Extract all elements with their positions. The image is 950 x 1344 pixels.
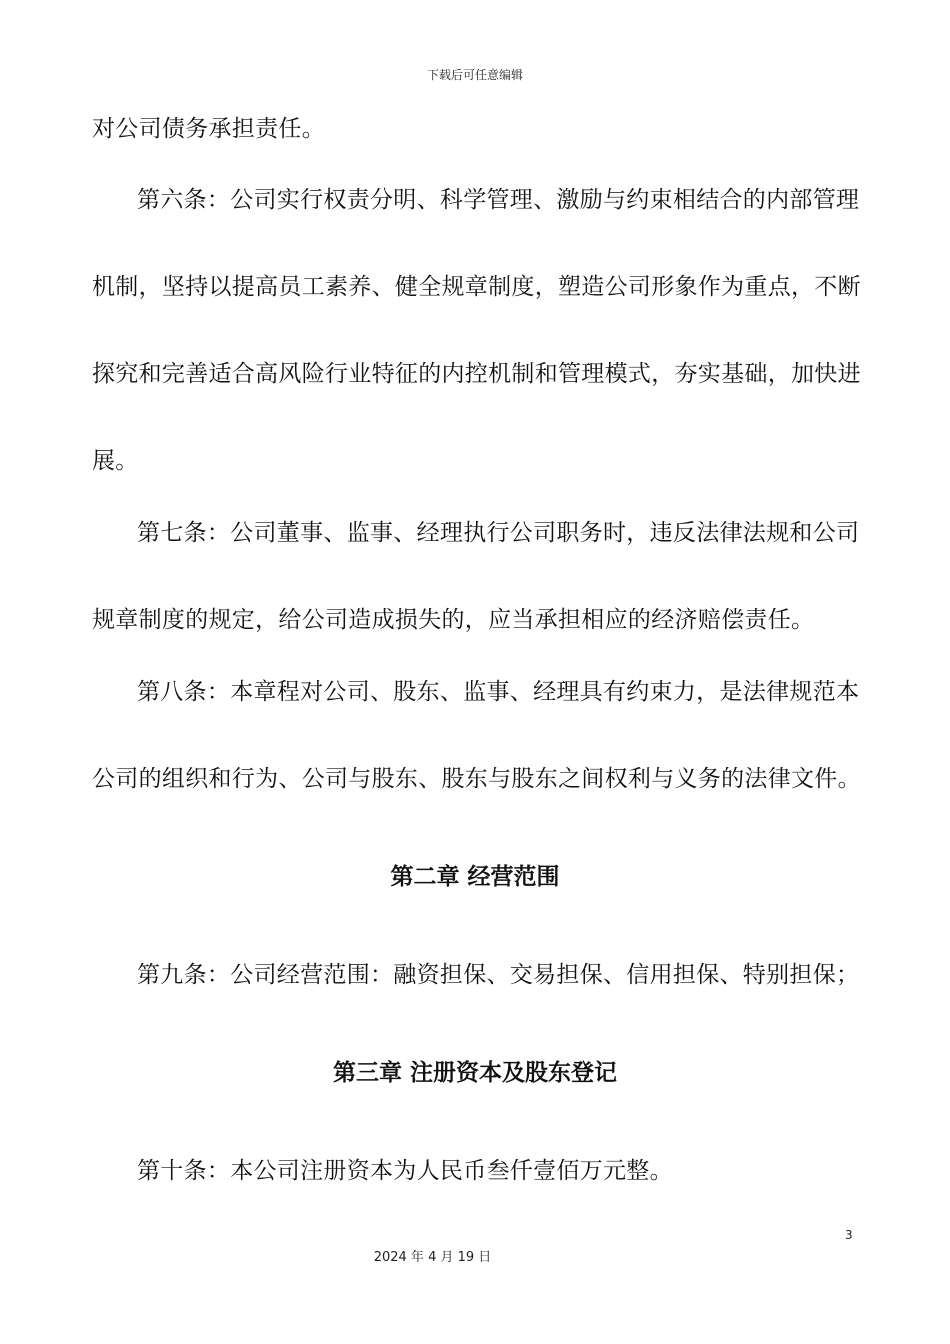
article-10: 第十条：本公司注册资本为人民币叁仟壹佰万元整。 [137,1158,673,1184]
chapter-3-heading: 第三章 注册资本及股东登记 [332,1060,617,1086]
text-line: 对公司债务承担责任。 [92,116,325,142]
page-number: 3 [845,1228,853,1242]
article-7-line-2: 规章制度的规定，给公司造成损失的，应当承担相应的经济赔偿责任。 [92,607,815,633]
article-6-line-3: 探究和完善适合高风险行业特征的内控机制和管理模式，夯实基础，加快进 [92,361,861,387]
footer-date: 2024 年 4 月 19 日 [373,1250,492,1265]
article-6-line-1: 第六条：公司实行权责分明、科学管理、激励与约束相结合的内部管理 [137,187,860,213]
article-6-line-4: 展。 [92,448,139,474]
article-7-line-1: 第七条：公司董事、监事、经理执行公司职务时，违反法律法规和公司 [137,520,860,546]
page-header: 下载后可任意编辑 [426,68,523,82]
article-6-line-2: 机制，坚持以提高员工素养、健全规章制度，塑造公司形象作为重点，不断 [92,274,861,300]
article-8-line-1: 第八条：本章程对公司、股东、监事、经理具有约束力，是法律规范本 [137,679,860,705]
chapter-2-heading: 第二章 经营范围 [390,864,560,890]
article-8-line-2: 公司的组织和行为、公司与股东、股东与股东之间权利与义务的法律文件。 [92,766,861,792]
article-9: 第九条：公司经营范围：融资担保、交易担保、信用担保、特别担保； [137,962,860,988]
